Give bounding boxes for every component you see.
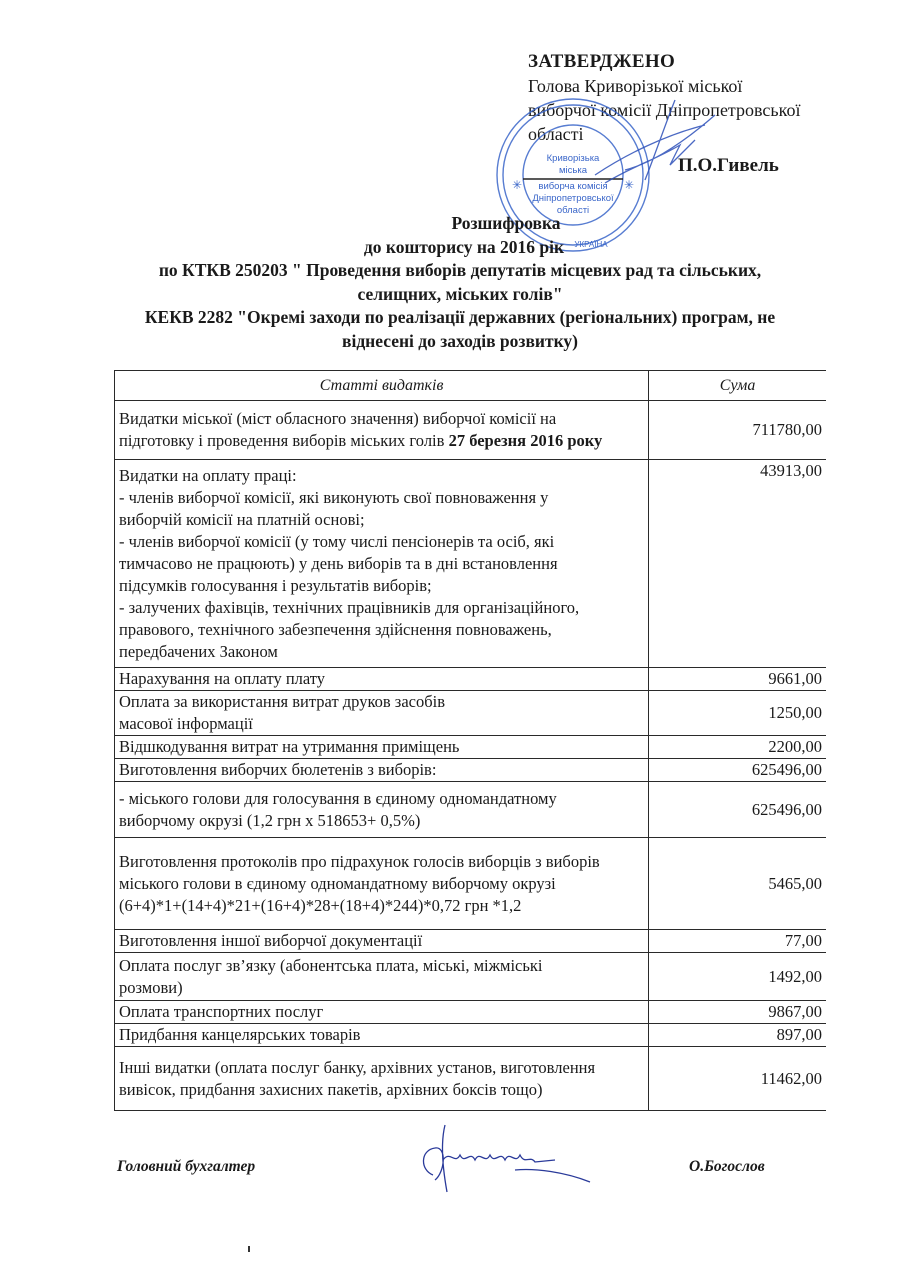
table-row [115,759,827,782]
svg-text:✳: ✳ [623,178,635,192]
row-item-line: тимчасово не працюють) у день виборів та в дні встановлення [119,553,558,573]
row-item-line: передбачених Законом [119,641,278,661]
budget-table [114,370,826,1111]
approval-line: області [528,124,584,144]
footer-role: Головний бухгалтер [117,1158,256,1175]
row-item-line: Виготовлення протоколів про підрахунок голосів виборців з виборів [119,851,600,871]
heading-ktkv: по КТКВ 250203 " Проведення виборів депутатів місцевих рад та сільських, [158,260,762,280]
table-row [115,401,827,460]
row-item-line: Видатки міської (міст обласного значення) виборчої комісії на [119,409,557,428]
table-row [115,1047,827,1111]
row-sum: 77,00 [649,930,826,953]
signature-icon [585,95,735,195]
row-item-line: - членів виборчої комісії, які виконують свої повноваження у [119,487,549,507]
approval-title: ЗАТВЕРДЖЕНО [528,51,676,72]
table-header-row [115,371,827,401]
scan-mark [248,1246,250,1252]
stamp-line: виборча комісія [538,181,608,192]
row-item-line: - міського голови для голосування в єдиному одномандатному [119,788,557,808]
stamp-bottom-text: УКРАЇНА [574,240,608,249]
row-item [115,838,649,930]
stamp-line: міська [559,165,587,176]
document-heading [100,212,820,353]
row-item-line: - залучених фахівців, технічних працівників для організаційного, [119,597,580,617]
approval-signer: П.О.Гивель [678,155,779,176]
row-item-line: Видатки на оплату праці: [119,465,297,485]
row-item-line: Оплата послуг зв’язку (абонентська плата, міські, міжміські [119,955,543,975]
row-item [115,1047,649,1111]
table-row [115,736,827,759]
row-item [115,401,649,460]
table-row [115,668,827,691]
row-item-line: - членів виборчої комісії (у тому числі пенсіонерів та осіб, які [119,531,555,551]
row-item-date: 27 березня 2016 року [448,431,603,450]
row-item-line: виборчому окрузі (1,2 грн х 518653+ 0,5%) [119,810,421,830]
row-sum: 1250,00 [649,691,826,736]
row-item: Відшкодування витрат на утримання приміщень [115,736,649,759]
row-sum: 625496,00 [649,782,826,838]
row-item: Придбання канцелярських товарів [115,1024,649,1047]
row-item-line: Інші видатки (оплата послуг банку, архівних установ, виготовлення [119,1057,596,1077]
approval-line: виборчої комісії Дніпропетровської [528,100,801,120]
heading-kekv-cont: віднесені до заходів розвитку) [342,330,578,351]
row-sum: 5465,00 [649,838,826,930]
heading-kekv: КЕКВ 2282 "Окремі заходи по реалізації державних (регіональних) програм, не [144,307,776,327]
accountant-signature-icon [405,1120,605,1195]
column-header-sum: Сума [649,371,826,401]
row-sum: 1492,00 [649,953,826,1001]
heading-subtitle: до кошторису на 2016 рік [363,236,565,257]
row-sum: 9661,00 [649,668,826,691]
heading-ktkv-cont: селищних, міських голів" [357,283,563,304]
row-sum: 2200,00 [649,736,826,759]
stamp-line: Дніпропетровської [532,193,614,204]
row-item [115,953,649,1001]
row-sum: 11462,00 [649,1047,826,1111]
footer-name: О.Богослов [689,1158,765,1175]
svg-text:✳: ✳ [511,178,523,192]
row-item: Нарахування на оплату плату [115,668,649,691]
row-item [115,782,649,838]
column-header-item: Статті видатків [115,371,649,401]
row-sum: 711780,00 [649,401,826,460]
row-item: Виготовлення іншої виборчої документації [115,930,649,953]
row-item-line: підсумків голосування і результатів виборів; [119,575,432,595]
row-item-line: вивісок, придбання захисних пакетів, архівних боксів тощо) [119,1079,543,1099]
row-item-line: розмови) [119,977,183,997]
table-row [115,782,827,838]
row-item [115,460,649,668]
table-row [115,1001,827,1024]
table-row [115,691,827,736]
row-item: Оплата транспортних послуг [115,1001,649,1024]
approval-line: Голова Криворізької міської [528,76,743,96]
row-sum: 43913,00 [649,460,826,668]
row-item-line: виборчій комісії на платній основі; [119,509,365,529]
row-item-line: міського голови в єдиному одномандатному виборчому окрузі [119,873,556,893]
row-item-line: Оплата за використання витрат друков засобів [119,692,445,711]
row-item: Виготовлення виборчих бюлетенів з виборів: [115,759,649,782]
heading-title: Розшифровка [451,213,561,233]
row-sum: 625496,00 [649,759,826,782]
row-item-text: підготовку і проведення виборів міських голів [119,431,449,450]
table-row [115,838,827,930]
table-row [115,930,827,953]
table-row [115,953,827,1001]
row-sum: 9867,00 [649,1001,826,1024]
stamp-line: Криворізька [546,153,600,164]
row-item-line [119,430,644,452]
row-item [115,691,649,736]
row-sum: 897,00 [649,1024,826,1047]
table-row [115,1024,827,1047]
table-row [115,460,827,668]
stamp-line: області [556,205,590,216]
row-item-line: (6+4)*1+(14+4)*21+(16+4)*28+(18+4)*244)*0,72 грн *1,2 [119,895,522,915]
row-item-line: правового, технічного забезпечення здійснення повноважень, [119,619,552,639]
row-item-line: масової інформації [119,714,253,733]
